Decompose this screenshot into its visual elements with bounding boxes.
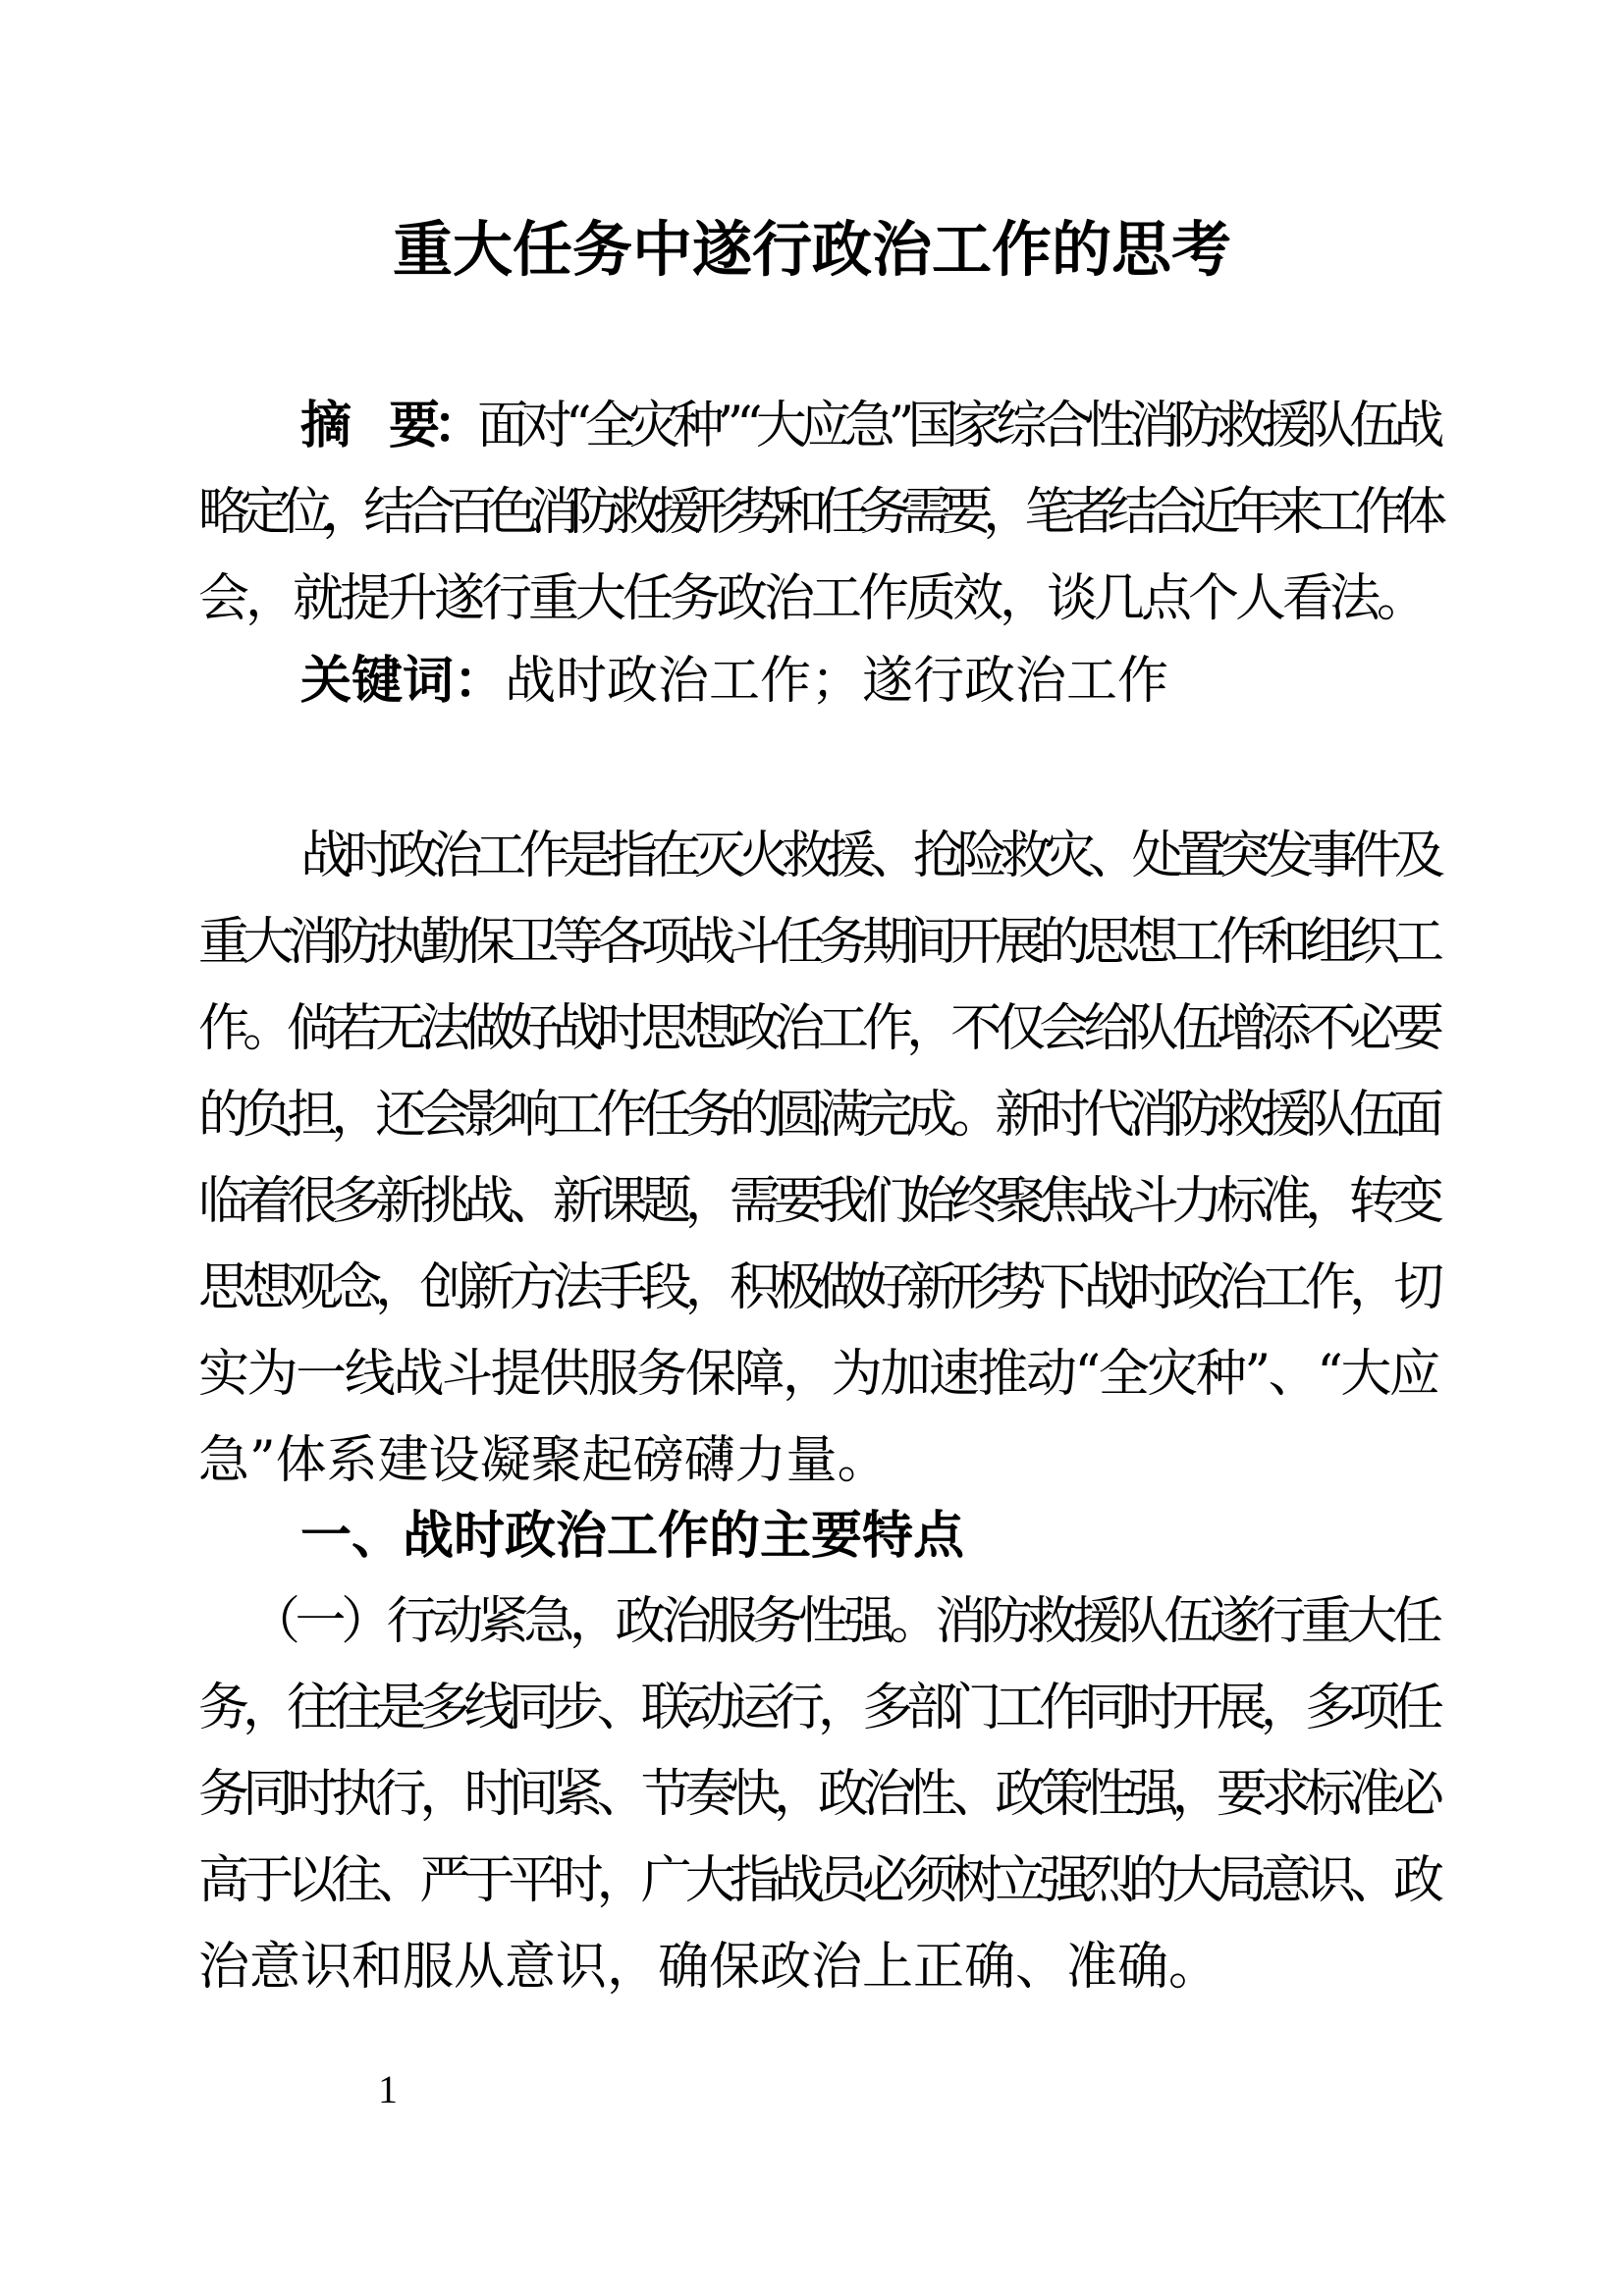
- paragraph-line: 务，往往是多线同步、联动运行，多部门工作同时开展，多项任: [198, 1679, 1437, 1737]
- section-heading: [198, 1493, 1437, 1579]
- keywords: [198, 638, 1437, 724]
- keywords-line: [198, 638, 1437, 724]
- paragraph-line: （一）行动紧急，政治服务性强。消防救援队伍遂行重大任: [249, 1592, 1437, 1651]
- document-title: 重大任务中遂行政治工作的思考: [392, 215, 1231, 285]
- abstract-line: [198, 383, 1437, 469]
- paragraph-line: 治意识和服从意识，确保政治上正确、准确。: [198, 1938, 1220, 1997]
- paragraph-line: 高于以往、严于平时，广大指战员必须树立强烈的大局意识、政: [198, 1851, 1437, 1910]
- paragraph-line: 临着很多新挑战、新课题，需要我们始终聚焦战斗力标准，转变: [198, 1172, 1437, 1231]
- keywords-label: 关键词：: [300, 651, 506, 711]
- paragraph-line: 实为一线战斗提供服务保障，为加速推动“全灾种”、“大应: [198, 1345, 1437, 1404]
- paragraph-line: 务同时执行，时间紧、节奏快，政治性、政策性强，要求标准必: [198, 1765, 1437, 1824]
- paragraph-line: 思想观念，创新方法手段，积极做好新形势下战时政治工作，切: [198, 1258, 1437, 1317]
- abstract-label: 摘 要：: [300, 396, 478, 455]
- intro-paragraph: [198, 813, 1437, 1504]
- abstract: [198, 383, 1437, 642]
- abstract-text: 面对“全灾种”“大应急”国家综合性消防救援队伍战: [477, 397, 1438, 455]
- page-number: 1: [378, 2067, 398, 2111]
- section1-heading: 一、战时政治工作的主要特点: [300, 1506, 965, 1566]
- paragraph-line: 急”体系建设凝聚起磅礴力量。: [198, 1431, 889, 1490]
- keywords-text: 战时政治工作；遂行政治工作: [505, 652, 1169, 711]
- paragraph-line: 重大消防执勤保卫等各项战斗任务期间开展的思想工作和组织工: [198, 913, 1437, 972]
- section1-paragraph: [198, 1578, 1437, 2010]
- paragraph-line: 战时政治工作是指在灭火救援、抢险救灾、处置突发事件及: [300, 827, 1437, 885]
- paragraph-line: 作。倘若无法做好战时思想政治工作，不仅会给队伍增添不必要: [198, 999, 1437, 1058]
- paragraph-line: 的负担，还会影响工作任务的圆满完成。新时代消防救援队伍面: [198, 1086, 1437, 1145]
- abstract-line: 会，就提升遂行重大任务政治工作质效，谈几点个人看法。: [198, 569, 1425, 628]
- abstract-line: 略定位，结合百色消防救援形势和任务需要，笔者结合近年来工作体: [198, 483, 1437, 542]
